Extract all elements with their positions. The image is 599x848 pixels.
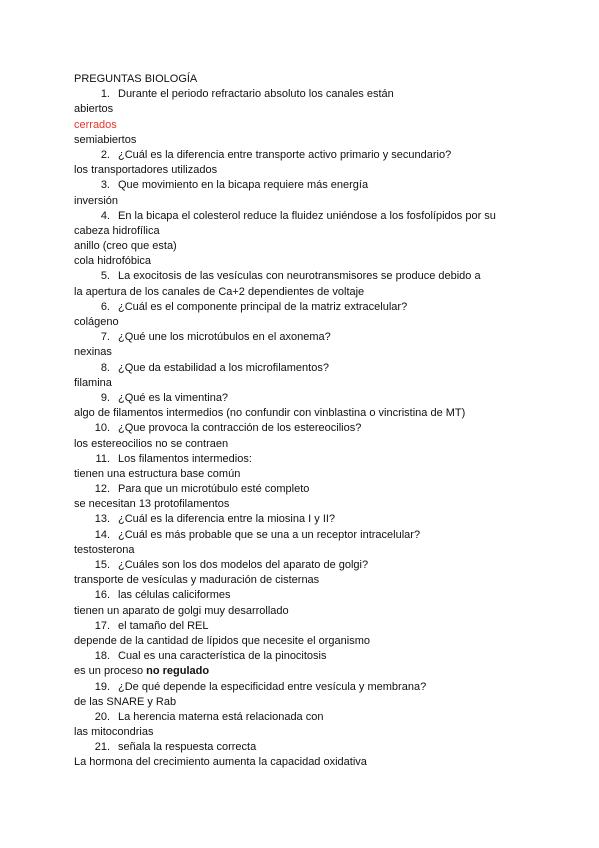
answer-line — [74, 634, 574, 649]
answer-text: tienen un aparato de golgi muy desarrollado — [74, 604, 289, 617]
question-text: ¿Cuál es el componente principal de la matriz extracelular? — [118, 300, 408, 313]
question-text: La herencia materna está relacionada con — [118, 710, 324, 723]
question-text: señala la respuesta correcta — [118, 741, 257, 754]
question-line — [74, 482, 574, 497]
answer-text: transporte de vesículas y maduración de cisternas — [74, 574, 320, 587]
question-number: 10. — [94, 422, 110, 435]
answer-text: anillo (creo que esta) — [74, 240, 177, 253]
question-line — [74, 148, 574, 163]
answer-line — [74, 315, 574, 330]
question-number: 8. — [100, 361, 110, 374]
question-number: 11. — [95, 452, 110, 465]
question-number: 6. — [100, 300, 110, 313]
answer-line — [74, 406, 574, 421]
question-text: ¿De qué depende la especificidad entre vesícula y membrana? — [118, 680, 427, 693]
question-line — [74, 421, 574, 436]
answer-text: semiabiertos — [74, 133, 137, 146]
question-number: 18. — [94, 650, 110, 663]
answer-line — [74, 345, 574, 360]
answer-line — [74, 102, 574, 117]
question-number: 16. — [94, 589, 110, 602]
answer-text: inversión — [74, 194, 119, 207]
question-number: 9. — [100, 391, 110, 404]
answer-line — [74, 664, 574, 679]
question-line — [74, 209, 574, 224]
answer-line — [74, 133, 574, 148]
question-text: ¿Cuál es la diferencia entre transporte activo primario y secundario? — [118, 148, 452, 161]
question-text: las células caliciformes — [118, 589, 231, 602]
answer-text: testosterona — [74, 543, 135, 556]
answer-text: cabeza hidrofílica — [74, 224, 160, 237]
question-text: ¿Que provoca la contracción de los estereocilios? — [118, 422, 362, 435]
document-content — [74, 72, 574, 771]
answer-line — [74, 254, 574, 269]
question-line — [74, 619, 574, 634]
question-line — [74, 528, 574, 543]
question-line — [74, 558, 574, 573]
question-number: 20. — [94, 710, 110, 723]
question-text: Que movimiento en la bicapa requiere más energía — [118, 179, 369, 192]
answer-line — [74, 163, 574, 178]
question-text: ¿Qué es la vimentina? — [118, 391, 229, 404]
question-number: 5. — [100, 270, 110, 283]
answer-text: cerrados — [74, 118, 117, 131]
answer-line — [74, 239, 574, 254]
question-line — [74, 740, 574, 755]
question-text: ¿Que da estabilidad a los microfilamentos? — [118, 361, 329, 374]
answer-line — [74, 224, 574, 239]
answer-line — [74, 604, 574, 619]
question-line — [74, 512, 574, 527]
answer-text: cola hidrofóbica — [74, 255, 152, 268]
question-number: 2. — [100, 148, 110, 161]
answer-text: filamina — [74, 376, 112, 389]
question-list — [74, 87, 574, 770]
question-number: 14. — [94, 528, 110, 541]
question-line — [74, 361, 574, 376]
answer-line — [74, 376, 574, 391]
question-line — [74, 330, 574, 345]
answer-line — [74, 497, 574, 512]
question-number: 1. — [100, 88, 110, 101]
answer-text: La hormona del crecimiento aumenta la capacidad oxidativa — [74, 756, 367, 769]
answer-line — [74, 695, 574, 710]
question-text: ¿Qué une los microtúbulos en el axonema? — [118, 331, 331, 344]
question-number: 19. — [94, 680, 110, 693]
question-text: Cual es una característica de la pinocitosis — [118, 650, 327, 663]
question-number: 7. — [100, 331, 110, 344]
question-text: ¿Cuál es más probable que se una a un receptor intracelular? — [118, 528, 421, 541]
question-number: 4. — [100, 209, 110, 222]
question-number: 13. — [94, 513, 110, 526]
answer-line — [74, 467, 574, 482]
question-text: Los filamentos intermedios: — [118, 452, 252, 465]
answer-line — [74, 543, 574, 558]
answer-text: se necesitan 13 protofilamentos — [74, 498, 230, 511]
question-line — [74, 391, 574, 406]
answer-text: los estereocilios no se contraen — [74, 437, 229, 450]
answer-text: tienen una estructura base común — [74, 467, 241, 480]
answer-text: la apertura de los canales de Ca+2 dependientes de voltaje — [74, 285, 365, 298]
question-number: 3. — [100, 179, 110, 192]
question-number: 17. — [94, 619, 110, 632]
answer-text: algo de filamentos intermedios (no confundir con vinblastina o vincristina de MT) — [74, 407, 466, 420]
answer-line — [74, 437, 574, 452]
question-text: ¿Cuáles son los dos modelos del aparato de golgi? — [118, 559, 369, 571]
answer-line — [74, 285, 574, 300]
question-number: 21. — [94, 741, 110, 754]
answer-line — [74, 755, 574, 770]
question-line — [74, 649, 574, 664]
answer-text: es un proceso — [74, 665, 147, 678]
question-line — [74, 588, 574, 603]
question-line — [74, 680, 574, 695]
question-text: ¿Cuál es la diferencia entre la miosina I y II? — [118, 513, 336, 526]
answer-text: colágeno — [74, 316, 119, 328]
answer-line — [74, 118, 574, 133]
answer-line — [74, 573, 574, 588]
answer-text: las mitocondrias — [74, 726, 154, 739]
question-line — [74, 178, 574, 193]
question-line — [74, 710, 574, 725]
question-text: el tamaño del REL — [118, 619, 209, 632]
answer-text: nexinas — [74, 346, 112, 359]
answer-bold-text: no regulado — [146, 665, 210, 678]
answer-text: abiertos — [74, 103, 114, 116]
question-line — [74, 269, 574, 284]
question-number: 15. — [94, 559, 110, 571]
question-line — [74, 300, 574, 315]
document-title: PREGUNTAS BIOLOGÍA — [74, 73, 198, 85]
question-text: Durante el periodo refractario absoluto los canales están — [118, 88, 394, 101]
question-line — [74, 87, 574, 102]
answer-text: depende de la cantidad de lípidos que necesite el organismo — [74, 634, 370, 647]
answer-text: de las SNARE y Rab — [74, 695, 177, 708]
answer-line — [74, 725, 574, 740]
question-text: La exocitosis de las vesículas con neurotransmisores se produce debido a — [118, 270, 481, 283]
answer-line — [74, 194, 574, 209]
question-text: En la bicapa el colesterol reduce la fluidez uniéndose a los fosfolípidos por su — [118, 209, 496, 222]
question-line — [74, 452, 574, 467]
question-number: 12. — [94, 483, 110, 496]
answer-text: los transportadores utilizados — [74, 164, 218, 177]
question-text: Para que un microtúbulo esté completo — [118, 483, 310, 496]
